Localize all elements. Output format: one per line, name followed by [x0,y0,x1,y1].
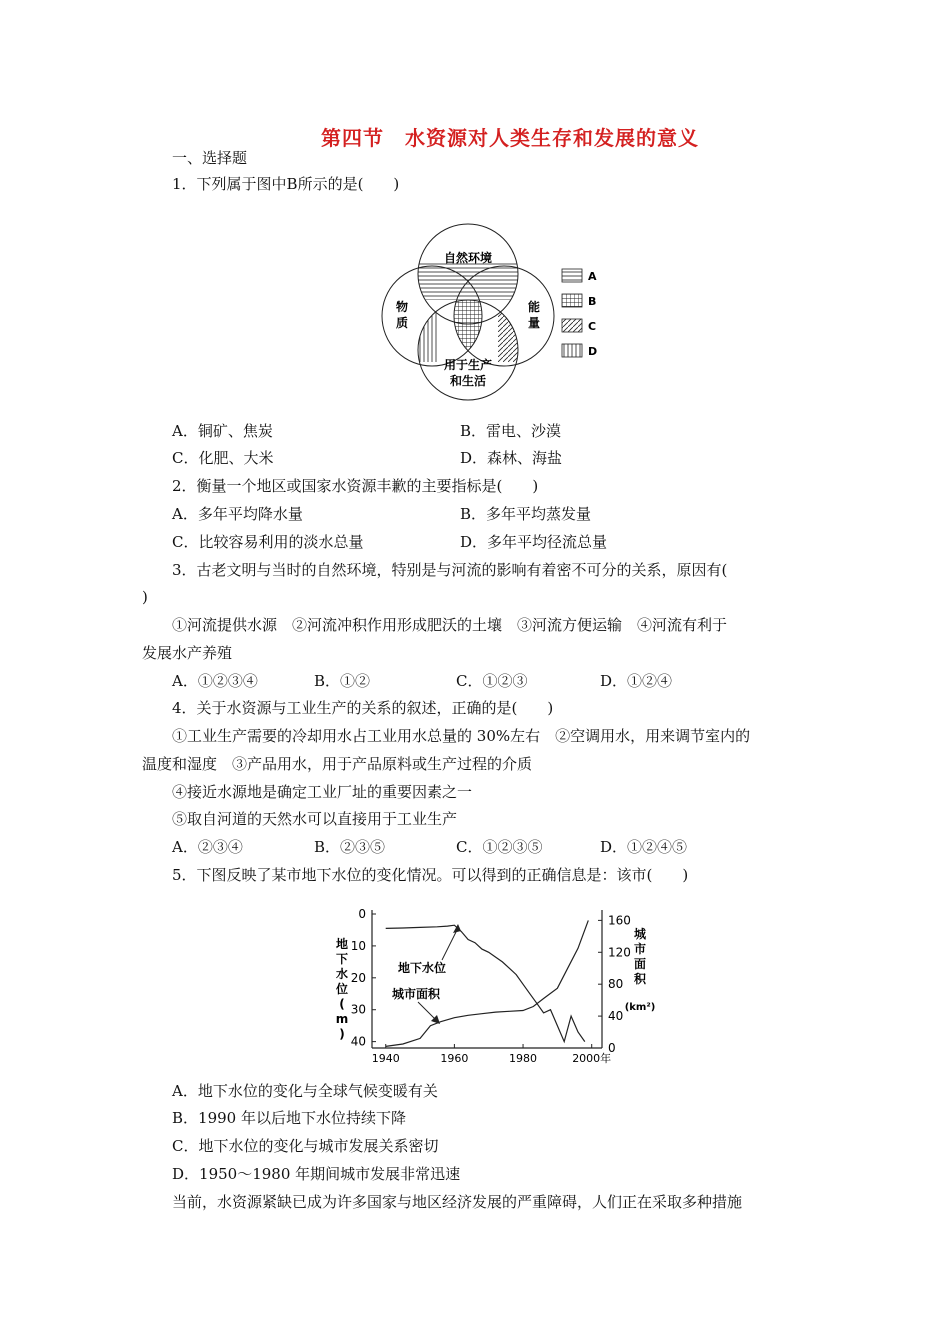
x-tick-label: 1980 [509,1052,538,1065]
q3-option-d: D．①②④ [600,672,673,690]
venn-diagram [378,222,608,402]
q5-option-d: D．1950～1980 年期间城市发展非常迅速 [172,1165,461,1183]
right-tick-label: 120 [608,945,631,960]
q1-option-b: B．雷电、沙漠 [460,422,562,440]
q1-stem: 1．下列属于图中B所示的是( ) [172,175,400,193]
left-axis-label-char: 下 [335,952,349,966]
groundwater-chart [330,900,660,1070]
left-axis-label-char: ) [339,1027,345,1041]
q4-item-4: ④接近水源地是确定工业厂址的重要因素之一 [172,783,473,801]
page-title: 第四节 水资源对人类生存和发展的意义 [321,126,699,150]
label-left-2: 质 [395,316,409,330]
series-groundwater-line [386,925,585,1041]
q2-option-d: D．多年平均径流总量 [460,533,608,551]
q5-stem: 5．下图反映了某市地下水位的变化情况。可以得到的正确信息是：该市( ) [172,866,689,884]
legend-c-label: C [588,320,597,333]
section-heading: 一、选择题 [172,149,248,167]
q3-items-2: 发展水产养殖 [142,644,233,662]
q4-option-a: A．②③④ [172,838,243,856]
left-axis-label-char: m [335,1012,349,1026]
right-tick-label: 160 [608,913,631,928]
q4-stem: 4．关于水资源与工业生产的关系的叙述，正确的是( ) [172,699,554,717]
q5-option-a: A．地下水位的变化与全球气候变暖有关 [172,1082,438,1100]
legend-c-swatch [562,319,582,332]
left-axis-label [335,936,348,1041]
label-top: 自然环境 [443,251,493,265]
left-tick-label: 0 [358,907,366,921]
q4-item-1a: ①工业生产需要的冷却用水占工业用水总量的 30%左右 ②空调用水，用来调节室内的 [172,727,751,745]
legend-d-label: D [588,345,598,358]
q2-stem: 2．衡量一个地区或国家水资源丰歉的主要指标是( ) [172,477,539,495]
right-tick-label: 0 [608,1041,616,1055]
q5-option-b: B．1990 年以后地下水位持续下降 [172,1109,406,1127]
q3-option-b: B．①② [314,672,371,690]
q3-option-c: C．①②③ [456,672,528,690]
q5-option-c: C．地下水位的变化与城市发展关系密切 [172,1137,439,1155]
q1-option-a: A．铜矿、焦炭 [172,422,273,440]
q3-option-a: A．①②③④ [172,672,258,690]
right-tick-label: 80 [608,977,624,992]
x-tick-label: 1940 [371,1052,400,1065]
label-left-1: 物 [395,300,409,314]
left-tick-label: 20 [350,970,366,985]
q1-option-c: C．化肥、大米 [172,449,274,467]
legend-b-swatch [562,294,582,307]
q3-items-1: ①河流提供水源 ②河流冲积作用形成肥沃的土壤 ③河流方便运输 ④河流有利于 [172,616,728,634]
q2-option-b: B．多年平均蒸发量 [460,505,592,523]
legend-b-label: B [588,295,597,308]
q4-option-d: D．①②④⑤ [600,838,688,856]
left-tick-label: 30 [350,1002,366,1017]
x-tick-label: 1960 [440,1052,469,1065]
q3-stem-2: ) [142,588,148,606]
q4-item-1b: 温度和湿度 ③产品用水，用于产品原料或生产过程的介质 [142,755,533,773]
q4-item-5: ⑤取自河道的天然水可以直接用于工业生产 [172,810,458,828]
q4-option-b: B．②③⑤ [314,838,386,856]
q2-option-c: C．比较容易利用的淡水总量 [172,533,364,551]
legend-a-label: A [588,270,597,283]
left-axis-label-char: 水 [335,967,349,981]
label-bottom-2: 和生活 [449,374,487,388]
legend-a-swatch [562,269,582,282]
q3-stem-1: 3．古老文明与当时的自然环境，特别是与河流的影响有着密不可分的关系，原因有( [172,561,728,579]
right-axis-unit: (km²) [624,1002,656,1013]
legend-d-swatch [562,344,582,357]
annotation-city-area-arrow [418,1002,436,1020]
label-right-2: 量 [527,316,541,330]
q1-option-d: D．森林、海盐 [460,449,563,467]
left-tick-label: 40 [350,1034,366,1049]
label-bottom-1: 用于生产 [443,358,493,372]
right-axis-label-char: 积 [633,972,647,986]
annotation-groundwater-arrow [442,928,458,960]
label-right-1: 能 [527,300,541,314]
x-tick-label: 2000年 [572,1052,612,1065]
right-axis-label-char: 市 [633,942,647,956]
left-axis-label-char: 地 [335,937,349,951]
right-axis-label [625,927,656,1013]
right-tick-label: 40 [608,1009,624,1024]
left-axis-label-char: ( [339,997,345,1011]
right-axis-label-char: 城 [633,927,647,941]
left-tick-label: 10 [350,938,366,953]
left-axis-label-char: 位 [335,982,349,996]
annotation-groundwater: 地下水位 [398,961,447,975]
right-axis-label-char: 面 [633,957,647,971]
q4-option-c: C．①②③⑤ [456,838,543,856]
annotation-city-area: 城市面积 [392,987,441,1001]
passage-text: 当前，水资源紧缺已成为许多国家与地区经济发展的严重障碍，人们正在采取多种措施 [172,1193,743,1211]
q2-option-a: A．多年平均降水量 [172,505,303,523]
